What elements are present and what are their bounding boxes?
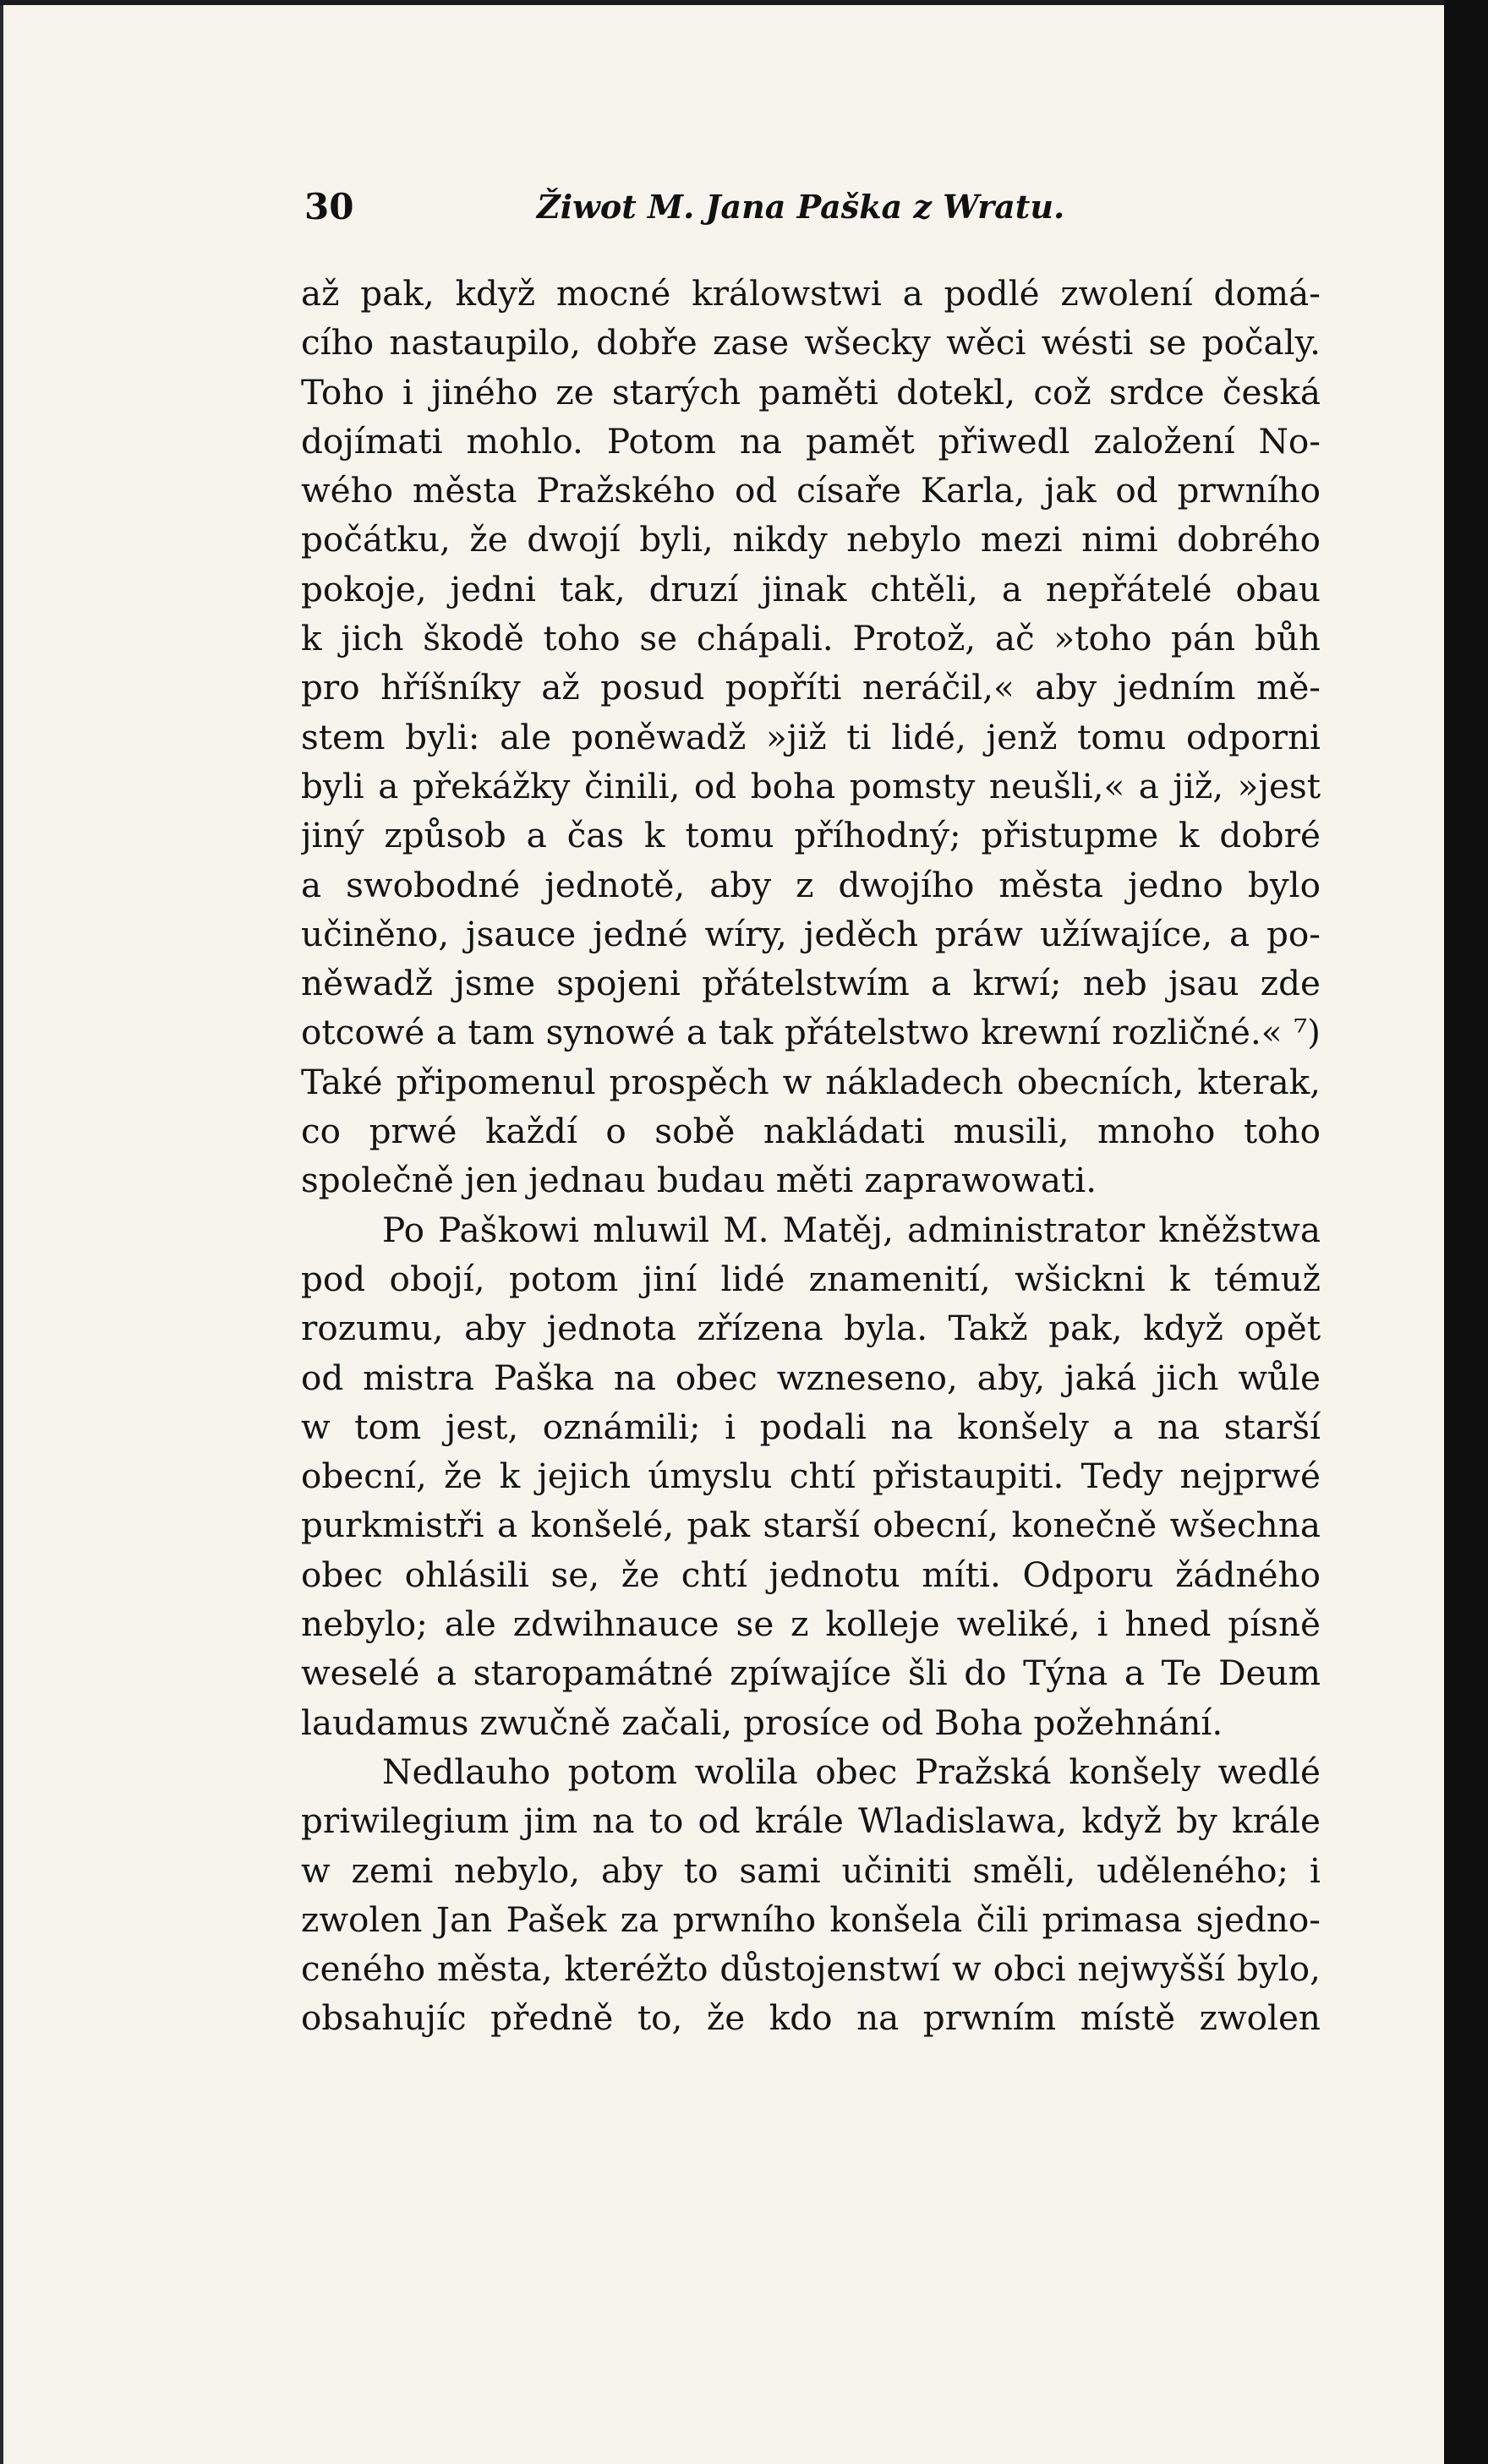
text-line: společně jen jednau budau měti zaprawowati. — [301, 1160, 1097, 1201]
scan-edge-top — [0, 0, 1488, 5]
text-line: Po Paškowi mluwil M. Matěj, administrator kněžstwa — [382, 1209, 1321, 1250]
text-line: a swobodné jednotě, aby z dwojího města jedno bylo — [301, 864, 1321, 905]
body-text — [301, 269, 1321, 2043]
text-line: byli a překážky činili, od boha pomsty neušli,« a již, »jest — [301, 765, 1321, 806]
text-line: purkmistři a konšelé, pak starší obecní, konečně wšechna — [301, 1505, 1321, 1546]
text-line: zwolen Jan Pašek za prwního konšela čili primasa sjedno- — [301, 1899, 1321, 1940]
running-title: Žiwot M. Jana Paška z Wratu. — [537, 188, 1065, 226]
text-line: laudamus zwučně začali, prosíce od Boha požehnání. — [301, 1702, 1223, 1743]
text-line: wého města Pražského od císaře Karla, jak od prwního — [301, 470, 1321, 511]
text-line: ceného města, kteréžto důstojenstwí w obci nejwyšší bylo, — [301, 1948, 1321, 1990]
text-line: obsahujíc předně to, že kdo na prwním místě zwolen — [301, 1997, 1321, 2039]
text-line: obecní, že k jejich úmyslu chtí přistaupiti. Tedy nejprwé — [301, 1456, 1321, 1497]
text-line: otcowé a tam synowé a tak přátelstwo krewní rozličné.« ⁷) — [301, 1012, 1321, 1053]
text-line: weselé a staropamátné zpíwajíce šli do Týna a Te Deum — [301, 1653, 1321, 1694]
text-line: co prwé každí o sobě nakládati musili, mnoho toho — [301, 1111, 1321, 1152]
text-line: Také připomenul prospěch w nákladech obecních, kterak, — [301, 1061, 1321, 1102]
scan-edge-right — [1444, 0, 1488, 2464]
text-line: rozumu, aby jednota zřízena byla. Takž pak, když opět — [301, 1308, 1321, 1349]
text-line: k jich škodě toho se chápali. Protož, ač »toho pán bůh — [301, 618, 1321, 659]
text-line: Toho i jiného ze starých paměti dotekl, což srdce česká — [301, 371, 1321, 412]
text-line: priwilegium jim na to od krále Wladislawa, když by krále — [301, 1800, 1321, 1842]
text-line: w tom jest, oznámili; i podali na konšely a na starší — [301, 1406, 1321, 1447]
text-line: pro hříšníky až posud popříti neráčil,« aby jedním mě- — [301, 667, 1321, 708]
page-header — [304, 186, 1065, 237]
text-line: pod obojí, potom jiní lidé znamenití, wšickni k témuž — [301, 1258, 1321, 1299]
text-line: od mistra Paška na obec wzneseno, aby, jaká jich wůle — [301, 1357, 1321, 1398]
text-line: obec ohlásili se, že chtí jednotu míti. Odporu žádného — [301, 1554, 1321, 1595]
scan-edge-left — [0, 0, 3, 2464]
text-line: Nedlauho potom wolila obec Pražská konšely wedlé — [382, 1751, 1321, 1792]
text-line: až pak, když mocné králowstwi a podlé zwolení domá- — [301, 273, 1321, 314]
text-line: jiný způsob a čas k tomu příhodný; přistupme k dobré — [301, 815, 1321, 856]
page-number: 30 — [304, 186, 354, 227]
text-line: w zemi nebylo, aby to sami učiniti směli, uděleného; i — [301, 1849, 1321, 1891]
text-line: cího nastaupilo, dobře zase wšecky wěci wésti se počaly. — [301, 322, 1321, 363]
text-line: počátku, že dwojí byli, nikdy nebylo mezi nimi dobrého — [301, 519, 1321, 560]
text-line: nebylo; ale zdwihnauce se z kolleje weliké, i hned písně — [301, 1604, 1321, 1645]
text-line: dojímati mohlo. Potom na pamět přiwedl založení No- — [301, 420, 1321, 462]
text-line: učiněno, jsauce jedné wíry, jeděch práw užíwajíce, a po- — [301, 913, 1321, 954]
text-line: pokoje, jedni tak, druzí jinak chtěli, a nepřátelé obau — [301, 568, 1321, 609]
text-line: stem byli: ale poněwadž »již ti lidé, jenž tomu odporni — [301, 716, 1321, 757]
text-line: něwadž jsme spojeni přátelstwím a krwí; neb jsau zde — [301, 963, 1321, 1004]
